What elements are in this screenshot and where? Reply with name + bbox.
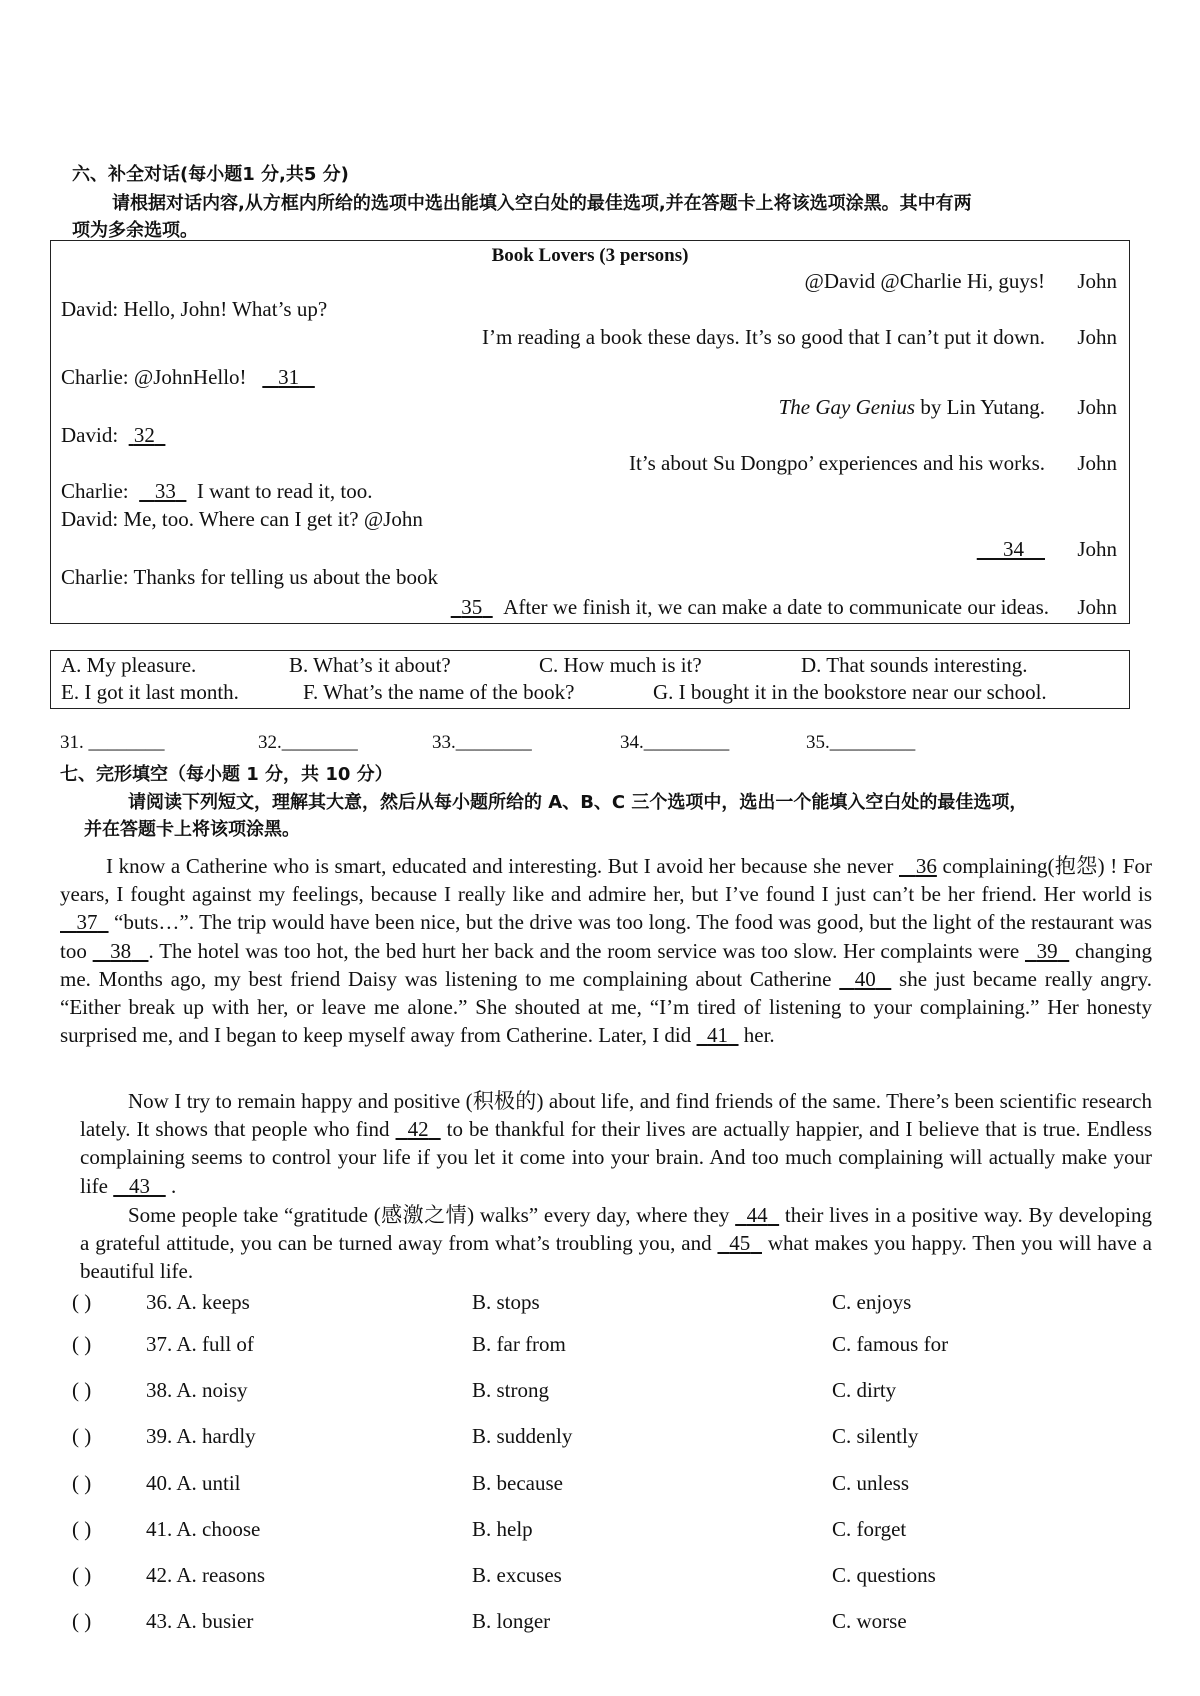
passage-paragraph-3: Some people take “gratitude (感激之情) walks” every day, where they 44 their lives in a positive way. By developing a grateful attitude, you can be turned away from what’s troubling you, and 45 what makes you happy. Then you will have a beautiful life. (80, 1203, 1153, 1284)
option-f: F. What’s the name of the book? (303, 680, 575, 704)
chat-sender: John (1077, 537, 1117, 561)
option-b: B. suddenly (472, 1424, 573, 1448)
chat-line (61, 423, 1117, 453)
blank-31: 31 (278, 365, 300, 389)
question-row (72, 1424, 1122, 1454)
chat-sender: John (1077, 595, 1117, 619)
answer-31: 31. ________ (60, 732, 165, 753)
chat-message: David: Hello, John! What’s up? (61, 297, 328, 321)
option-c: C. famous for (832, 1332, 949, 1356)
option-a: A. My pleasure. (61, 653, 197, 677)
option-e: E. I got it last month. (61, 680, 239, 704)
chat-message: @David @Charlie Hi, guys! (804, 269, 1045, 293)
answer-32: 32.________ (258, 732, 358, 753)
chat-line (61, 507, 1117, 537)
blank-33: 33 (154, 479, 176, 503)
chat-message: by Lin Yutang. (915, 395, 1045, 419)
answer-paren[interactable]: ( ) (72, 1563, 92, 1587)
blank-32: 32 (133, 423, 155, 447)
option-a: 38. A. noisy (146, 1378, 248, 1402)
chat-line (61, 297, 1117, 327)
chat-message: After we finish it, we can make a date to communicate our ideas. (503, 595, 1049, 619)
option-c: C. enjoys (832, 1290, 912, 1314)
option-c: C. How much is it? (539, 653, 702, 677)
blank-40: 40 (854, 966, 876, 991)
blank-45: 45 (729, 1231, 751, 1256)
answer-paren[interactable]: ( ) (72, 1471, 92, 1495)
chat-message: I want to read it, too. (196, 479, 373, 503)
option-a: 39. A. hardly (146, 1424, 256, 1448)
question-row (72, 1563, 1122, 1593)
blank-44: 44 (746, 1203, 768, 1227)
section7-instructions-line2: 并在答题卡上将该项涂黑。 (84, 819, 300, 840)
question-row (72, 1290, 1122, 1320)
section6-instructions-line2: 项为多余选项。 (72, 220, 198, 241)
chat-line (61, 269, 1117, 299)
blank-42: 42 (407, 1117, 429, 1142)
chat-sender: John (1077, 325, 1117, 349)
book-title: The Gay Genius (778, 395, 916, 419)
option-g: G. I bought it in the bookstore near our school. (653, 680, 1047, 704)
answer-paren[interactable]: ( ) (72, 1517, 92, 1541)
blank-39: 39 (1036, 938, 1058, 963)
chat-line (61, 565, 1117, 595)
passage-paragraph-2: Now I try to remain happy and positive (积极的) about life, and find friends of the same. There’s been scientific research lately. It shows that people who find 42 to be thankful for their lives are actually happier, and I believe that is true. Endless complaining seems to control your life if you let it come into your brain. And too much complaining will actually make your life 43 . (80, 1089, 1153, 1198)
answer-paren[interactable]: ( ) (72, 1290, 92, 1314)
chat-message: Charlie: (61, 479, 129, 503)
option-b: B. because (472, 1471, 563, 1495)
option-b: B. strong (472, 1378, 550, 1402)
question-row (72, 1609, 1122, 1639)
blank-34: 34 (1003, 537, 1024, 561)
blank-43: 43 (128, 1173, 150, 1198)
option-b: B. help (472, 1517, 533, 1541)
chat-line (61, 365, 1117, 395)
option-c: C. unless (832, 1471, 910, 1495)
chat-sender: John (1077, 451, 1117, 475)
chat-message: It’s about Su Dongpo’ experiences and his works. (628, 451, 1045, 475)
chat-sender: John (1077, 395, 1117, 419)
passage-paragraph-1: I know a Catherine who is smart, educated and interesting. But I avoid her because she never 36 complaining(抱怨) ! For years, I fought against my feelings, because I really like and admire her, but I’ve found I just can’t be her friend. Her world is 37 “buts…”. The trip would have been nice, but the drive was too long. The food was good, but the light of the restaurant was too 38 . The hotel was too hot, the bed hurt her back and the room service was too slow. Her complaints were 39 changing me. Months ago, my best friend Daisy was listening to me complaining about Catherine 40 she just became really angry. “Either break up with her, or leave me alone.” She shouted at me, “I’m tired of listening to your complaining.” Her honesty surprised me, and I began to keep myself away from Catherine. Later, I did 41 her. (60, 854, 1153, 1048)
option-a: 41. A. choose (146, 1517, 261, 1541)
chat-title: Book Lovers (3 persons) (491, 245, 689, 266)
chat-line (61, 395, 1117, 425)
chat-message: David: (61, 423, 119, 447)
option-c: C. questions (832, 1563, 936, 1587)
option-a: 43. A. busier (146, 1609, 254, 1633)
option-c: C. forget (832, 1517, 907, 1541)
question-row (72, 1332, 1122, 1362)
section6-instructions-line1: 请根据对话内容,从方框内所给的选项中选出能填入空白处的最佳选项,并在答题卡上将该选项涂黑。其中有两 (112, 193, 972, 214)
chat-line (61, 595, 1117, 625)
option-d: D. That sounds interesting. (801, 653, 1028, 677)
question-row (72, 1378, 1122, 1408)
option-a: 42. A. reasons (146, 1563, 265, 1587)
option-a: 40. A. until (146, 1471, 241, 1495)
chat-message: David: Me, too. Where can I get it? @John (61, 507, 423, 531)
chat-line (61, 479, 1117, 509)
chat-line (61, 325, 1117, 355)
option-c: C. dirty (832, 1378, 897, 1402)
chat-line (61, 537, 1117, 567)
answer-paren[interactable]: ( ) (72, 1609, 92, 1633)
option-b: B. far from (472, 1332, 566, 1356)
section6-title: 六、补全对话(每小题1 分,共5 分) (72, 164, 349, 185)
answer-paren[interactable]: ( ) (72, 1332, 92, 1356)
chat-message: Charlie: @JohnHello! (61, 365, 247, 389)
option-b: B. longer (472, 1609, 551, 1633)
chat-sender: John (1077, 269, 1117, 293)
question-row (72, 1517, 1122, 1547)
chat-box (50, 240, 1130, 624)
answer-paren[interactable]: ( ) (72, 1378, 92, 1402)
chat-message: Charlie: Thanks for telling us about the book (61, 565, 438, 589)
option-a: 37. A. full of (146, 1332, 254, 1356)
answer-33: 33.________ (432, 732, 532, 753)
option-b: B. excuses (472, 1563, 562, 1587)
blank-38: 38 (110, 938, 132, 963)
blank-35: 35 (461, 595, 483, 619)
option-a: 36. A. keeps (146, 1290, 250, 1314)
section7-title: 七、完形填空（每小题 1 分，共 10 分） (60, 764, 393, 785)
section7-instructions-line1: 请阅读下列短文，理解其大意，然后从每小题所给的 A、B、C 三个选项中，选出一个能填入空白处的最佳选项， (128, 792, 1028, 813)
blank-41: 41 (707, 1023, 729, 1048)
chat-message: I’m reading a book these days. It’s so good that I can’t put it down. (481, 325, 1045, 349)
option-c: C. worse (832, 1609, 907, 1633)
answer-35: 35._________ (806, 732, 916, 753)
option-b: B. stops (472, 1290, 540, 1314)
question-row (72, 1471, 1122, 1501)
option-c: C. silently (832, 1424, 919, 1448)
chat-line (61, 451, 1117, 481)
answer-34: 34._________ (620, 732, 730, 753)
option-b: B. What’s it about? (289, 653, 451, 677)
options-box (50, 650, 1130, 709)
answer-paren[interactable]: ( ) (72, 1424, 92, 1448)
blank-37: 37 (76, 910, 98, 935)
blank-36: 36 (915, 854, 937, 878)
